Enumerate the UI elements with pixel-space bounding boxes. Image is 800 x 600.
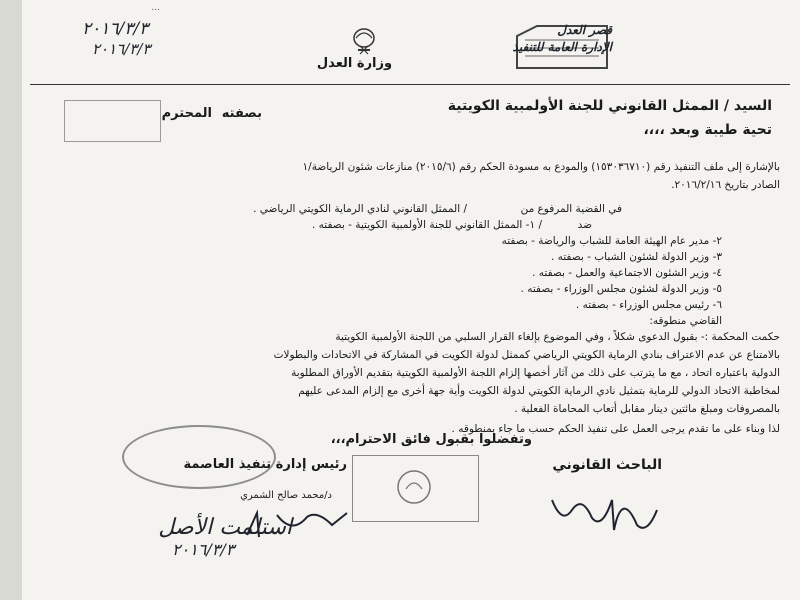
reference-line-2: الصادر بتاريخ ٢٠١٦/٢/١٦. (671, 179, 780, 191)
defendant-1: / ١- الممثل القانوني للجنة الأولمبية الكويتية - بصفته . (311, 219, 542, 231)
case-from-label: في القضية المرفوع من (520, 203, 622, 215)
addressee-line: السيد / الممثل القانوني للجنة الأولمبية الكويتية (447, 98, 772, 114)
defendant-3: ٣- وزير الدولة لشئون الشباب - بصفته . (550, 251, 722, 263)
ruling-line-3: الدولية باعتباره اتحاد ، مع ما يترتب على ذلك من آثار أخصها إلزام اللجنة الأولمبية الكويتية بتقديم الأوراق المطلوبة (291, 367, 780, 379)
header-left-stamp (64, 100, 161, 142)
defendant-6: ٦- رئيس مجلس الوزراء - بصفته . (575, 299, 722, 311)
header-divider (30, 84, 790, 85)
stamp-emblem (394, 467, 434, 507)
header-left-date1: ٢٠١٦/٣/٣ (82, 19, 149, 39)
case-from-value: / الممثل القانوني لنادي الرماية الكويتي الرياضي . (253, 203, 467, 215)
ruling-line-2: بالامتناع عن عدم الاعتراف بنادي الرماية الكويتي الرياضي كممثل لدولة الكويت في المشاركة في الاتحادات والبطولات (273, 349, 780, 361)
defendant-2: ٢- مدير عام الهيئة العامة للشباب والرياضة - بصفته (501, 235, 722, 247)
header-left-date2: ٢٠١٦/٣/٣ (92, 40, 151, 58)
ministry-emblem (344, 26, 384, 56)
reference-line-1: بالإشارة إلى ملف التنفيذ رقم (١٥٣٠٣٦٧١٠) والمودع به مسودة الحكم رقم (٢٠١٥/٦) منازعات شئون الرياضة/١ (302, 161, 780, 173)
closing-line: لذا وبناء على ما تقدم يرجى العمل على تنفيذ الحكم حسب ما جاء بمنطوقه . (451, 423, 780, 435)
header-left-label: ... (151, 3, 160, 13)
outcome-label: القاضي منطوقه: (649, 315, 722, 327)
ruling-line-4: لمخاطبة الاتحاد الدولي للرماية بتمثيل نادي الرماية الكويتي لدولة الكويت وأية جهة أخرى مع إلزام المدعى عليهم (298, 385, 780, 397)
signature-left-name: د/محمد صالح الشمري (240, 490, 332, 501)
regards: وتفضلوا بقبول فائق الاحترام،،، (330, 432, 532, 447)
defendant-5: ٥- وزير الدولة لشئون مجلس الوزراء - بصفته . (520, 283, 722, 295)
ministry-name: وزارة العدل (316, 56, 393, 71)
signature-right-scribble (542, 480, 662, 540)
ruling-line-1: حكمت المحكمة :- بقبول الدعوى شكلاً ، وفي الموضوع بإلغاء القرار السلبي من اللجنة الأولمبية الكويتية (335, 331, 780, 343)
bottom-handwriting: استلمت الأصل (158, 515, 292, 540)
against-label: ضد (577, 219, 592, 231)
bottom-handwriting-date: ٢٠١٦/٣/٣ (172, 540, 235, 559)
defendant-4: ٤- وزير الشئون الاجتماعية والعمل - بصفته . (532, 267, 722, 279)
header-right-line2: الإدارة العامة للتنفيذ (512, 40, 612, 54)
ruling-line-5: بالمصروفات ومبلغ مائتين دينار مقابل أتعاب المحاماة الفعلية . (514, 403, 780, 415)
signature-right-title: الباحث القانوني (552, 457, 662, 473)
document-page (22, 0, 800, 600)
signature-left-title: رئيس إدارة تنفيذ العاصمة (183, 457, 347, 472)
greeting: تحية طيبة وبعد ،،،، (643, 122, 772, 138)
addressee-respect: المحترم (161, 106, 212, 121)
header-right-line1: قصر العدل (557, 23, 612, 37)
addressee-suffix: بصفته (221, 106, 262, 121)
